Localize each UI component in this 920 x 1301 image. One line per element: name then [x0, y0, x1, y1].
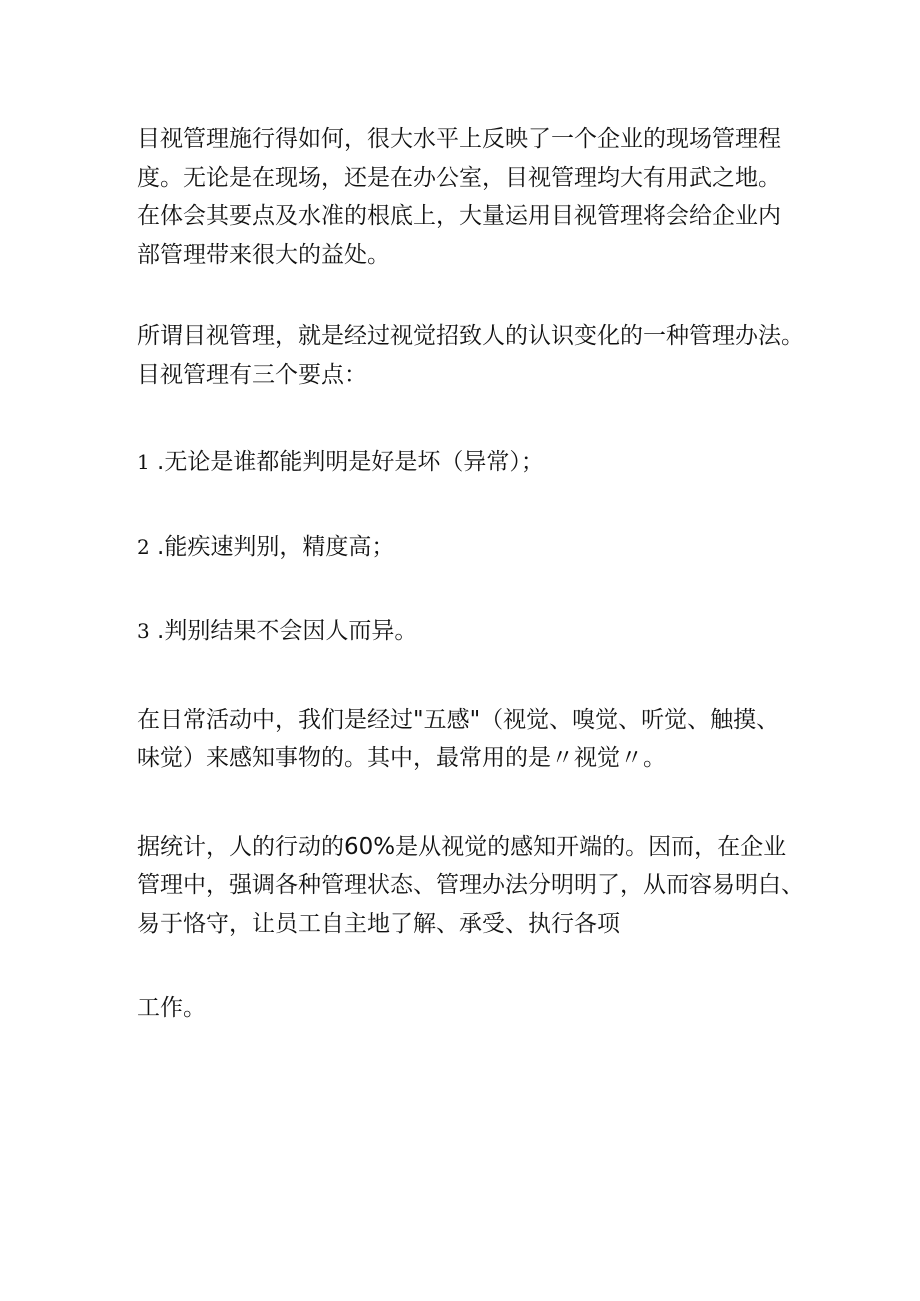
list-text: .能疾速判别，精度高； — [149, 533, 395, 560]
list-text: .无论是谁都能判明是好是坏（异常）； — [149, 449, 544, 475]
text-line: 在日常活动中，我们是经过"五感"（视觉、嗅觉、听觉、触摸、 — [137, 706, 780, 733]
text-line: 目视管理有三个要点： — [137, 361, 367, 388]
text-line: 易于恪守，让员工自主地了解、承受、执行各项 — [137, 910, 620, 937]
text-line: 部管理带来很大的益处。 — [137, 241, 390, 268]
text-line: 目视管理施行得如何，很大水平上反映了一个企业的现场管理程 — [137, 126, 781, 152]
text-line: 工作。 — [137, 995, 206, 1021]
paragraph-closing — [137, 989, 797, 1028]
paragraph-statistics — [137, 828, 804, 944]
text-line: 度。无论是在现场，还是在办公室，目视管理均大有用武之地。 — [137, 164, 781, 191]
paragraph-intro — [137, 120, 797, 274]
list-number: 3 — [137, 619, 150, 643]
text-line: 在体会其要点及水准的根底上，大量运用目视管理将会给企业内 — [137, 203, 781, 229]
text-line: 据统计，人的行动的60%是从视觉的感知开端的。因而，在企业 — [137, 833, 787, 860]
list-text: .判别结果不会因人而异。 — [149, 618, 418, 644]
text-line: 所谓目视管理，就是经过视觉招致人的认识变化的一种管理办法。 — [137, 323, 804, 349]
list-item-3 — [137, 612, 797, 651]
list-item-line — [137, 443, 797, 482]
list-item-line — [137, 612, 797, 651]
list-number: 1 — [137, 450, 150, 474]
list-number: 2 — [137, 534, 150, 559]
list-item-line — [137, 528, 797, 567]
paragraph-definition — [137, 317, 804, 394]
document-body — [137, 120, 804, 1028]
text-line: 味觉）来感知事物的。其中，最常用的是〃视觉〃。 — [137, 745, 666, 771]
paragraph-five-senses — [137, 701, 797, 778]
list-item-2 — [137, 528, 797, 567]
list-item-1 — [137, 443, 797, 482]
text-line: 管理中，强调各种管理状态、管理办法分明明了，从而容易明白、 — [137, 872, 804, 898]
